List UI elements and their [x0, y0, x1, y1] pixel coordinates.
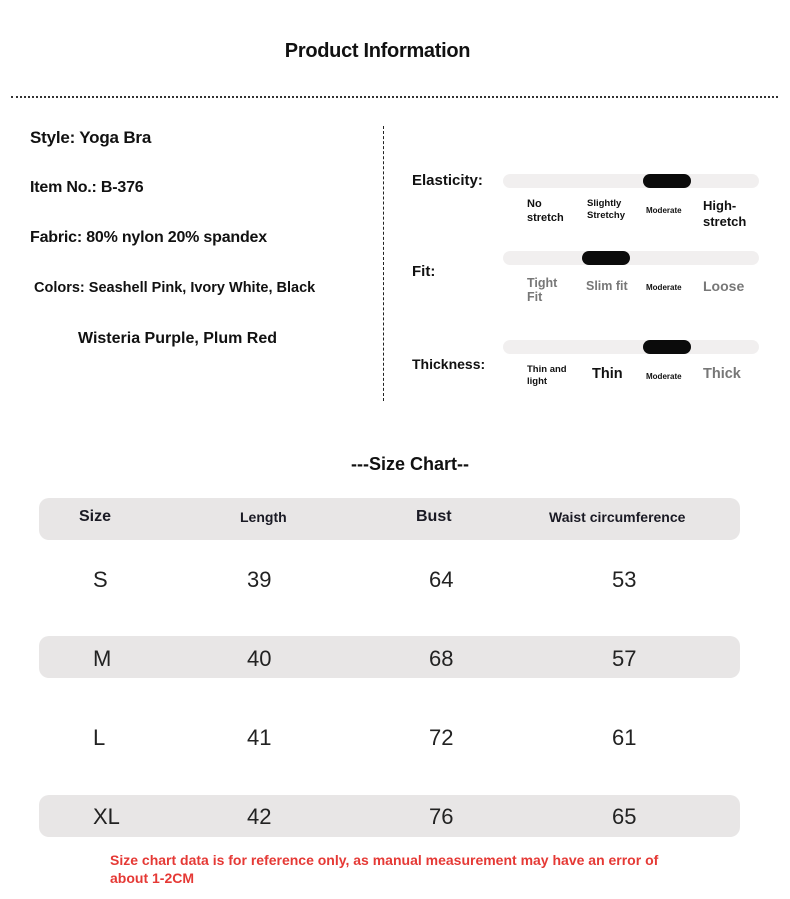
- table-cell-waist: 61: [612, 725, 637, 750]
- table-cell-size: L: [93, 725, 106, 750]
- table-cell-waist: 53: [612, 567, 637, 592]
- column-divider: [383, 126, 384, 401]
- column-header-waist: Waist circumference: [549, 509, 686, 525]
- fit-label: Fit:: [412, 263, 436, 280]
- table-cell-length: 39: [247, 567, 272, 592]
- elasticity-option: No stretch: [527, 198, 564, 225]
- thickness-option-selected: Moderate: [646, 372, 682, 381]
- item-no-text: Item No.: B-376: [30, 179, 144, 196]
- elasticity-option-selected: Moderate: [646, 206, 682, 215]
- fit-option: Loose: [703, 278, 745, 294]
- elasticity-label: Elasticity:: [412, 172, 483, 189]
- table-cell-size: XL: [93, 804, 120, 829]
- column-header-length: Length: [240, 509, 287, 525]
- column-header-size: Size: [79, 508, 112, 525]
- column-header-bust: Bust: [416, 508, 452, 525]
- table-cell-waist: 65: [612, 804, 637, 829]
- table-cell-bust: 68: [429, 646, 454, 671]
- style-text: Style: Yoga Bra: [30, 128, 152, 147]
- thickness-scale: [503, 340, 759, 354]
- table-cell-length: 42: [247, 804, 272, 829]
- page-title: Product Information: [284, 40, 471, 62]
- fit-option: Tight Fit: [527, 276, 558, 305]
- thickness-option: Thick: [703, 366, 741, 382]
- elasticity-scale: [503, 174, 759, 188]
- table-cell-bust: 76: [429, 804, 454, 829]
- table-cell-length: 41: [247, 725, 272, 750]
- fit-option-selected: Slim fit: [586, 279, 628, 293]
- fit-scale: [503, 251, 759, 265]
- thickness-option: Thin: [592, 366, 623, 382]
- size-chart-disclaimer: Size chart data is for reference only, as manual measurement may have an error of about 1-2CM: [110, 852, 659, 886]
- thickness-indicator: [643, 340, 691, 354]
- title-divider: [11, 96, 778, 98]
- colors-text-continued: Wisteria Purple, Plum Red: [78, 330, 278, 347]
- table-cell-bust: 72: [429, 725, 454, 750]
- table-cell-size: M: [93, 646, 112, 671]
- table-cell-waist: 57: [612, 646, 637, 671]
- table-cell-size: S: [93, 567, 108, 592]
- fit-option: Moderate: [646, 283, 682, 292]
- elasticity-option: High-stretch: [703, 198, 747, 229]
- thickness-option: Thin and light: [527, 364, 567, 388]
- size-chart-heading: ---Size Chart--: [351, 454, 469, 474]
- elasticity-option: Slightly Stretchy: [587, 198, 626, 221]
- fit-indicator: [582, 251, 630, 265]
- fabric-text: Fabric: 80% nylon 20% spandex: [30, 229, 267, 246]
- elasticity-indicator: [643, 174, 691, 188]
- table-cell-length: 40: [247, 646, 272, 671]
- thickness-label: Thickness:: [412, 356, 486, 372]
- table-cell-bust: 64: [429, 567, 454, 592]
- colors-text: Colors: Seashell Pink, Ivory White, Black: [34, 280, 316, 296]
